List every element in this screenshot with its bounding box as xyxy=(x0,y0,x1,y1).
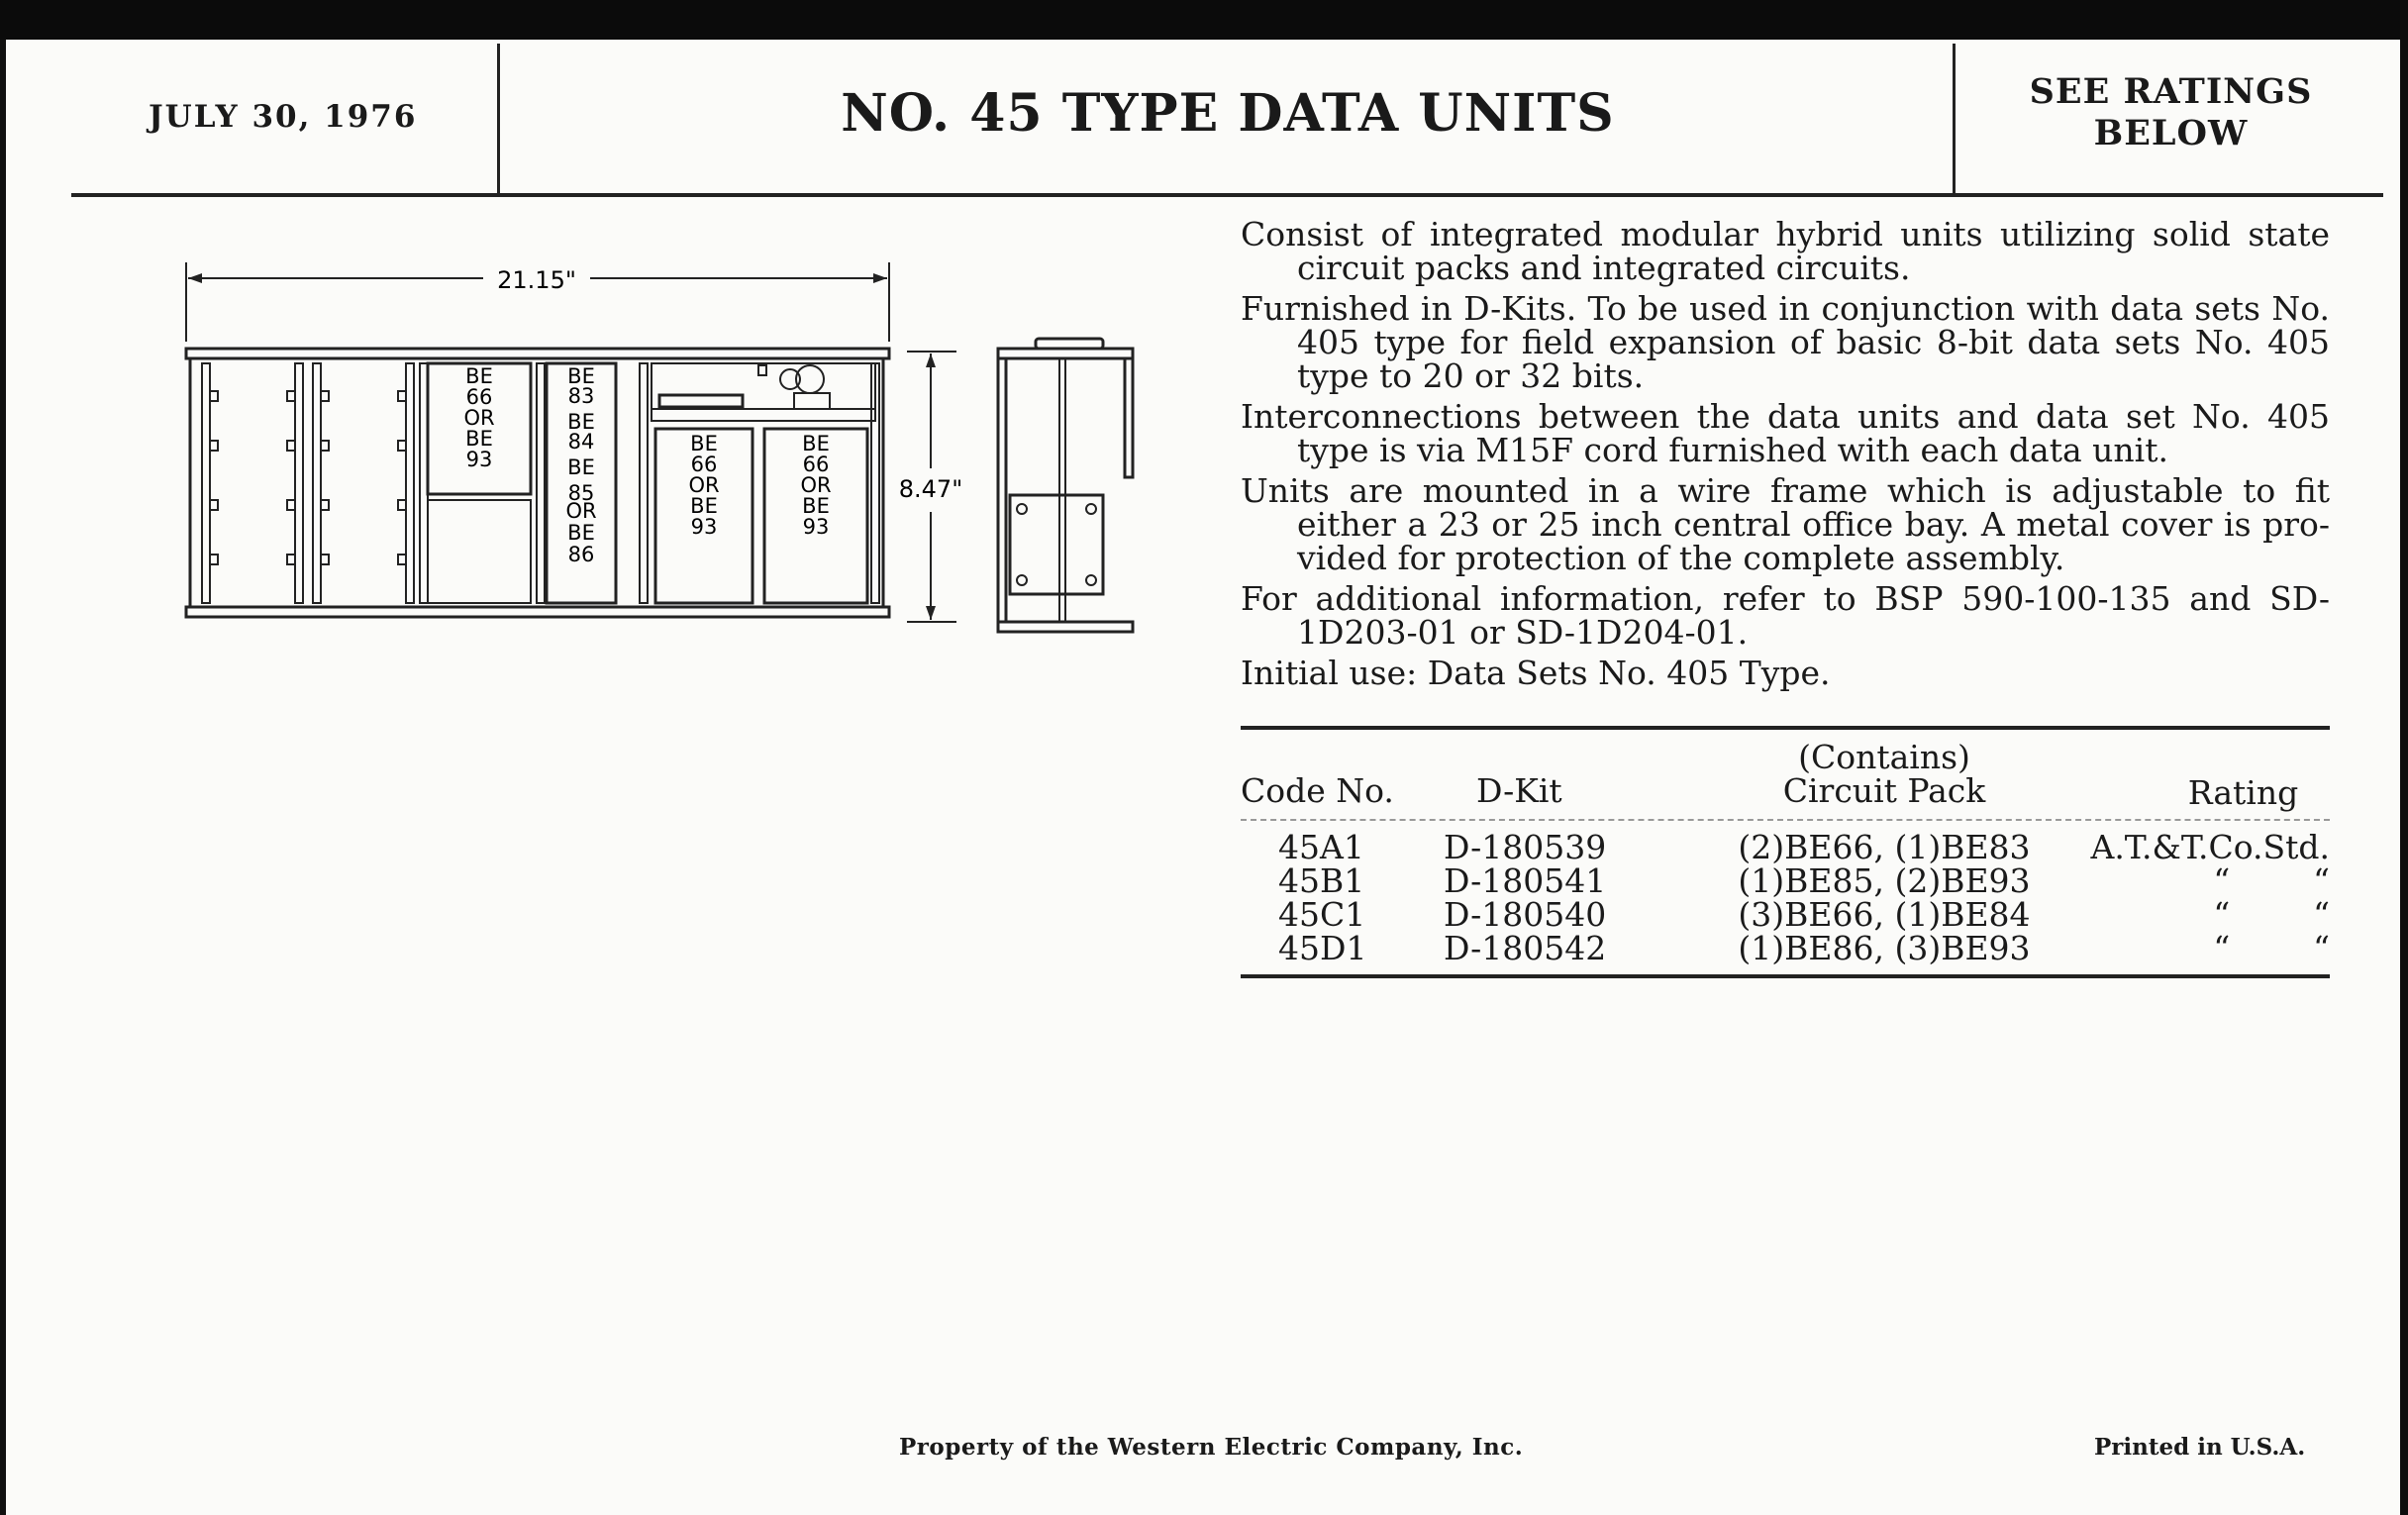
col-header-dkit: D-Kit xyxy=(1476,771,1562,810)
side-top-rail xyxy=(998,349,1133,358)
issue-date: JULY 30, 1976 xyxy=(149,99,418,135)
slot-2-guide xyxy=(537,363,545,603)
cell-dkit: D-180539 xyxy=(1444,828,1607,866)
footer-owner: Property of the Western Electric Company, Inc. xyxy=(899,1434,1524,1461)
slot-2-text: BE xyxy=(567,521,595,545)
slot-2-text: BE xyxy=(567,364,595,388)
slot-3-text: BE xyxy=(690,432,718,455)
cell-code: 45A1 xyxy=(1278,828,1364,866)
shelf-clip xyxy=(758,365,766,375)
slot-1-lower xyxy=(428,500,531,603)
side-view-diagram xyxy=(992,335,1151,642)
width-arrow-right xyxy=(873,273,887,283)
slot-2-text: 85 xyxy=(567,481,595,505)
initial-use: Initial use: Data Sets No. 405 Type. xyxy=(1241,654,1831,692)
description-paragraph: Consist of integrated modular hybrid units utilizing solid state circuit packs and integrated circuits. xyxy=(1241,215,2330,287)
slot-3-text: OR xyxy=(688,473,720,497)
table-top-rule xyxy=(1241,726,2330,730)
width-arrow-left xyxy=(188,273,202,283)
table-header-rule xyxy=(1241,819,2330,821)
description-paragraph: Interconnections between the data units and data set No. 405 type is via M15F cord furnished with each data unit. xyxy=(1241,397,2330,469)
slot-4-text: BE xyxy=(802,494,830,518)
slot-3-guide xyxy=(640,363,648,603)
cell-circuit-pack: (1)BE85, (2)BE93 xyxy=(1738,861,2031,900)
description-paragraph: Furnished in D-Kits. To be used in conjunction with data sets No. 405 type for field expansion of basic 8-bit data sets No. 405 type to 20 or 32 bits. xyxy=(1241,289,2330,395)
connector-base xyxy=(794,393,830,409)
ratings-line-2: BELOW xyxy=(2093,113,2249,153)
height-arrow-bottom xyxy=(926,606,936,620)
connector-shelf xyxy=(652,363,875,421)
width-dimension: 21.15" xyxy=(497,266,576,294)
connector-block xyxy=(659,395,743,407)
slot-2-text: BE xyxy=(567,410,595,434)
cell-circuit-pack: (1)BE86, (3)BE93 xyxy=(1738,929,2031,967)
side-back-rail xyxy=(1125,358,1133,477)
cell-code: 45D1 xyxy=(1278,929,1367,967)
side-mid-rail xyxy=(1059,358,1065,622)
slot-1-text: BE xyxy=(465,364,493,388)
slot-1-text: OR xyxy=(463,406,495,430)
cell-circuit-pack: (2)BE66, (1)BE83 xyxy=(1738,828,2031,866)
slot-1-text: BE xyxy=(465,427,493,451)
description-paragraph: For additional information, refer to BSP 590-100-135 and SD-1D203-01 or SD-1D204-01. xyxy=(1241,579,2330,652)
col-header-rating: Rating xyxy=(2187,773,2299,812)
description xyxy=(1241,215,2330,697)
page-title: NO. 45 TYPE DATA UNITS xyxy=(841,83,1615,144)
table-row xyxy=(1241,861,2330,900)
cell-dkit: D-180542 xyxy=(1444,929,1607,967)
slot-3-text: 66 xyxy=(690,453,718,476)
unit-drawing xyxy=(168,252,1020,653)
slot-2-text: OR xyxy=(565,499,597,523)
header-divider-left xyxy=(497,44,500,194)
scan-right-border xyxy=(2400,0,2408,1515)
table-row xyxy=(1241,929,2330,967)
scan-top-border xyxy=(0,0,2408,40)
slot-1-text: 93 xyxy=(465,448,493,471)
col-header-circuit-pack: Circuit Pack xyxy=(1782,771,1986,810)
side-cover-plate xyxy=(1010,495,1103,594)
screw-icon xyxy=(1086,504,1096,514)
slot-3-text: BE xyxy=(690,494,718,518)
col-header-code: Code No. xyxy=(1241,771,1394,810)
cell-rating: “ “ xyxy=(2213,929,2330,967)
slot-4-text: BE xyxy=(802,432,830,455)
ratings-line-1: SEE RATINGS xyxy=(2029,71,2313,112)
slot-2-text: 86 xyxy=(567,543,595,566)
slot-1-text: 66 xyxy=(465,385,493,409)
ratings-note xyxy=(1960,71,2381,154)
table-row xyxy=(1241,828,2330,866)
cell-rating: A.T.&T.Co.Std. xyxy=(2090,828,2330,866)
cell-rating: “ “ xyxy=(2213,861,2330,900)
cell-dkit: D-180540 xyxy=(1444,895,1607,934)
slot-2-label xyxy=(565,364,596,566)
slot-4-text: OR xyxy=(800,473,832,497)
cell-code: 45B1 xyxy=(1278,861,1365,900)
frame-diagram xyxy=(168,252,1020,649)
slot-2-text: 84 xyxy=(567,430,595,454)
col-header-contains: (Contains) xyxy=(1798,738,1970,776)
cell-rating: “ “ xyxy=(2213,895,2330,934)
cell-code: 45C1 xyxy=(1278,895,1366,934)
slot-3-label xyxy=(688,432,719,539)
slot-2-text: 83 xyxy=(567,384,595,408)
cell-circuit-pack: (3)BE66, (1)BE84 xyxy=(1738,895,2031,934)
slot-3-text: 93 xyxy=(690,515,718,539)
blank-slots xyxy=(202,363,414,603)
screw-icon xyxy=(1017,504,1027,514)
screw-icon xyxy=(1017,575,1027,585)
slot-4-label xyxy=(800,432,831,539)
cell-dkit: D-180541 xyxy=(1444,861,1607,900)
screw-icon xyxy=(1086,575,1096,585)
slot-1-label xyxy=(463,364,494,471)
height-dimension: 8.47" xyxy=(898,475,963,503)
slot-2-text: BE xyxy=(567,455,595,479)
slot-4-text: 66 xyxy=(802,453,830,476)
slot-4-text: 93 xyxy=(802,515,830,539)
description-paragraph: Units are mounted in a wire frame which is adjustable to fit either a 23 or 25 inch central office bay. A metal cover is pro-vided for protection of the complete assembly. xyxy=(1241,471,2330,577)
height-arrow-top xyxy=(926,354,936,367)
header-rule xyxy=(71,193,2383,197)
footer-printed: Printed in U.S.A. xyxy=(2094,1434,2306,1461)
side-bottom-rail xyxy=(998,622,1133,632)
side-front-rail xyxy=(998,358,1006,622)
table-row xyxy=(1241,895,2330,934)
table-bottom-rule xyxy=(1241,974,2330,978)
